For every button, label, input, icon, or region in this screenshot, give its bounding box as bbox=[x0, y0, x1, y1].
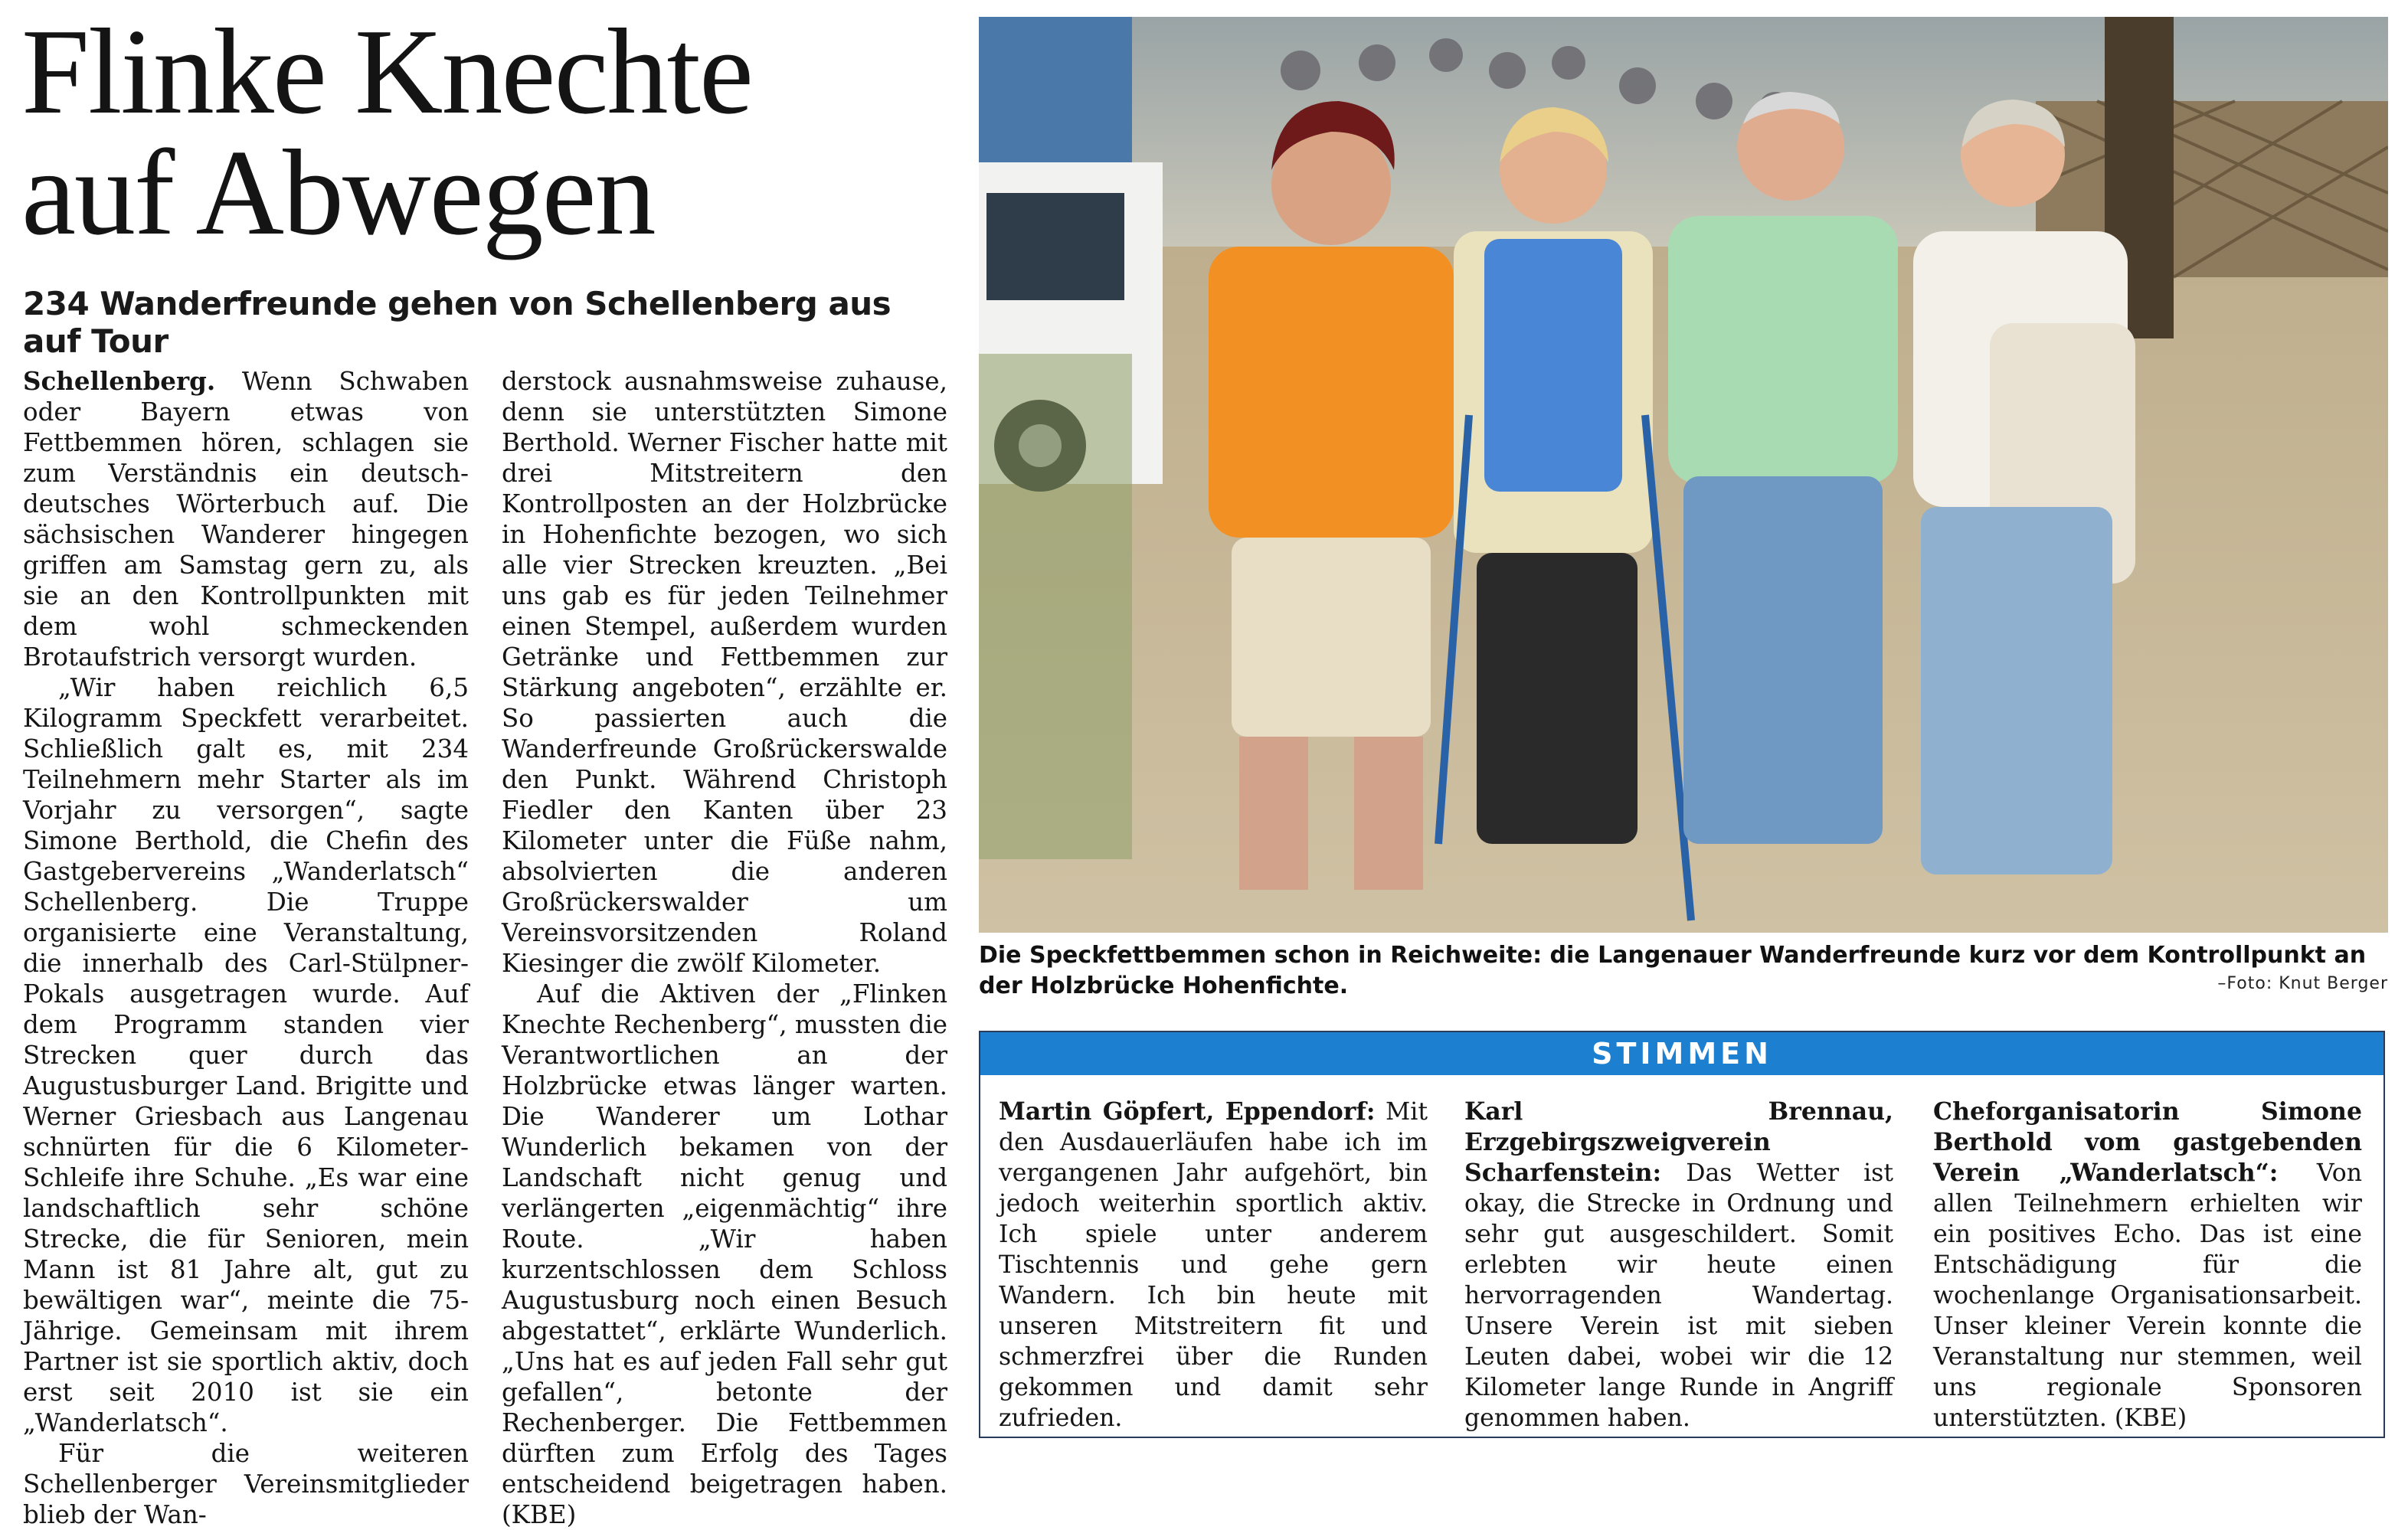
article-column-1 bbox=[23, 366, 469, 1530]
photo-caption: Die Speckfettbemmen schon in Reichweite: die Langenauer Wanderfreunde kurz vor dem Kontrollpunkt an der Holzbrücke Hohenfichte. bbox=[979, 942, 2367, 999]
dateline: Schellenberg. bbox=[23, 366, 216, 396]
paragraph-text: Wenn Schwaben oder Bayern etwas von Fettbemmen hören, schlagen sie zum Verständnis ein deutsch-deutsches Wörterbuch auf. Die sächsischen Wanderer hingegen griffen am Samstag gern zu, als sie an den Kontrollpunkten mit dem wohl schmeckenden Brotaufstrich versorgt wurden. bbox=[23, 367, 469, 672]
quote-text: Das Wetter ist okay, die Strecke in Ordnung und sehr gut ausgeschildert. Somit erlebten wir heute einen hervorragenden Wandertag. Unsere Verein ist mit sieben Leuten dabei, wobei wir die 12 Kilometer lange Runde in Angriff genommen haben. bbox=[1464, 1159, 1893, 1432]
article-photo bbox=[979, 17, 2388, 933]
quote-2 bbox=[1464, 1097, 1893, 1434]
quote-3 bbox=[1933, 1097, 2362, 1434]
paragraph: Auf die Aktiven der „Flinken Knechte Rechenberg“, mussten die Verantwortlichen an der Holzbrücke etwas länger warten. Die Wanderer um Lothar Wunderlich bekamen von der Landschaft nicht genug und verlängerten „eigenmächtig“ ihre Route. „Wir haben kurzentschlossen dem Schloss Augustusburg noch einen Besuch abgestattet“, erklärte Wunderlich. „Uns hat es auf jeden Fall sehr gut gefallen“, betonte der Rechenberger. Die Fettbemmen dürften zum Erfolg des Tages entscheidend beigetragen haben. (KBE) bbox=[502, 979, 947, 1529]
stimmen-box bbox=[979, 1031, 2385, 1438]
quote-speaker: Cheforganisatorin Simone Berthold vom gastgebenden Verein „Wanderlatsch“: bbox=[1933, 1097, 2362, 1187]
quote-1 bbox=[999, 1097, 1428, 1434]
paragraph: „Wir haben reichlich 6,5 Kilogramm Speckfett verarbeitet. Schließlich galt es, mit 234 Teilnehmern mehr Starter als im Vorjahr zu versorgen“, sagte Simone Berthold, die Chefin des Gastgebervereins „Wanderlatsch“ Schellenberg. Die Truppe organisierte eine Veranstaltung, die innerhalb des Carl-Stülpner-Pokals ausgetragen wurde. Auf dem Programm standen vier Strecken quer durch das Augustusburger Land. Brigitte und Werner Griesbach aus Langenau schnürten für die 6 Kilometer-Schleife ihre Schuhe. „Es war eine landschaftlich sehr schöne Strecke, die für Senioren, mein Mann ist 81 Jahre alt, gut zu bewältigen war“, meinte die 75-Jährige. Gemeinsam mit ihrem Partner ist sie sportlich aktiv, doch erst seit 2010 ist sie ein „Wanderlatsch“. bbox=[23, 673, 469, 1437]
stimmen-title: STIMMEN bbox=[980, 1032, 2383, 1075]
quote-text: Mit den Ausdauerläufen habe ich im vergangenen Jahr aufgehört, bin jedoch weiterhin sportlich aktiv. Ich spiele unter anderem Tischtennis und gehe gern Wandern. Ich bin heute mit unseren Mitstreitern fit und schmerzfrei über die Runden gekommen und damit sehr zufrieden. bbox=[999, 1098, 1428, 1432]
paragraph: Für die weiteren Schellenberger Vereinsmitglieder blieb der Wan- bbox=[23, 1439, 469, 1529]
headline bbox=[21, 3, 956, 260]
headline-line-2: auf Abwegen bbox=[21, 124, 655, 260]
paragraph bbox=[23, 366, 469, 672]
quote-speaker: Martin Göpfert, Eppendorf: bbox=[999, 1097, 1376, 1126]
hikers-photo-illustration bbox=[979, 17, 2388, 933]
subheadline: 234 Wanderfreunde gehen von Schellenberg aus auf Tour bbox=[23, 285, 892, 360]
quote-speaker: Karl Brennau, Erzgebirgszweigverein Scharfenstein: bbox=[1464, 1097, 1893, 1187]
quote-text: Von allen Teilnehmern erhielten wir ein positives Echo. Das ist eine Entschädigung für die wochenlange Organisationsarbeit. Unser kleiner Verein konnte die Veranstaltung nur stemmen, weil uns regionale Sponsoren unterstützten. (KBE) bbox=[1933, 1159, 2363, 1432]
paragraph: derstock ausnahmsweise zuhause, denn sie unterstützten Simone Berthold. Werner Fischer hatte mit drei Mitstreitern den Kontrollposten an der Holzbrücke in Hohenfichte bezogen, wo sich alle vier Strecken kreuzten. „Bei uns gab es für jeden Teilnehmer einen Stempel, außerdem wurden Getränke und Fettbemmen zur Stärkung angeboten“, erzählte er. So passierten auch die Wanderfreunde Großrückerswalde den Punkt. Während Christoph Fiedler den Kanten über 23 Kilometer unter die Füße nahm, absolvierten die anderen Großrückerswalder um Vereinsvorsitzenden Roland Kiesinger die zwölf Kilometer. bbox=[502, 367, 947, 978]
photo-credit: –Foto: Knut Berger bbox=[2217, 974, 2388, 993]
article-column-2 bbox=[502, 366, 947, 1530]
headline-line-1: Flinke Knechte bbox=[21, 3, 752, 139]
